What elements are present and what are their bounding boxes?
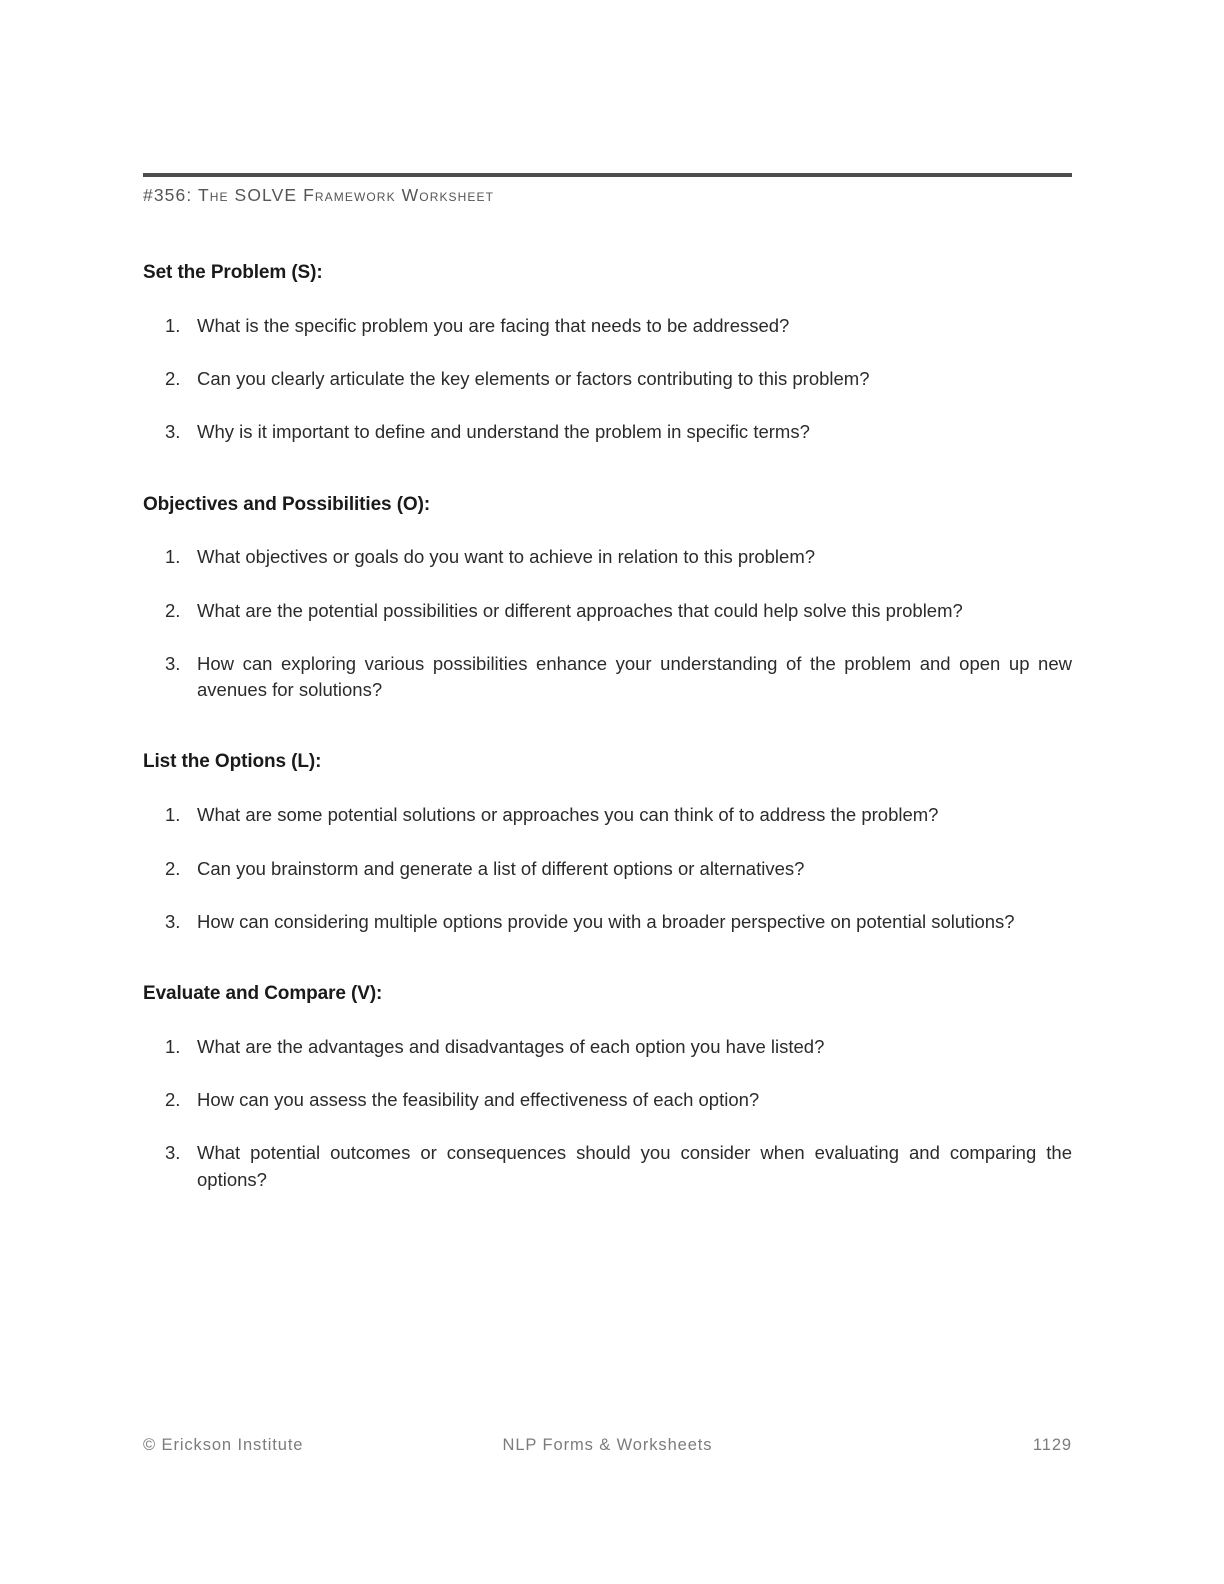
section-heading: Evaluate and Compare (V): xyxy=(143,983,383,1005)
header-rule xyxy=(143,173,1072,177)
question-number: 2. xyxy=(165,368,181,390)
question-item xyxy=(143,598,1072,624)
question-text: What are the advantages and disadvantages of each option you have listed? xyxy=(197,1035,825,1057)
question-text: Why is it important to define and understand the problem in specific terms? xyxy=(197,421,810,443)
section-heading: Objectives and Possibilities (O): xyxy=(143,493,431,515)
section-heading: Set the Problem (S): xyxy=(143,262,323,283)
question-item xyxy=(143,651,1072,704)
question-text: What potential outcomes or consequences should you consider when evaluating and comparing the options? xyxy=(197,1142,1072,1190)
question-item xyxy=(143,313,1072,339)
question-number: 2. xyxy=(165,599,181,621)
page-header-title: #356: The SOLVE Framework Worksheet xyxy=(143,185,495,205)
question-text: How can considering multiple options provide you with a broader perspective on potential solutions? xyxy=(197,910,1015,932)
footer-page-number: 1129 xyxy=(1032,1436,1072,1454)
question-number: 2. xyxy=(165,1089,181,1111)
question-number: 3. xyxy=(165,910,181,932)
question-number: 3. xyxy=(165,421,181,443)
question-item xyxy=(143,1140,1072,1193)
section-heading: List the Options (L): xyxy=(143,751,322,773)
worksheet-section xyxy=(143,262,1072,446)
question-list xyxy=(143,313,1072,446)
question-list xyxy=(143,544,1072,703)
question-list xyxy=(143,802,1072,935)
question-item xyxy=(143,419,1072,445)
question-text: Can you brainstorm and generate a list of different options or alternatives? xyxy=(197,857,805,879)
question-text: What is the specific problem you are facing that needs to be addressed? xyxy=(197,314,790,336)
question-item xyxy=(143,802,1072,828)
footer-title: NLP Forms & Worksheets xyxy=(502,1436,713,1454)
question-list xyxy=(143,1034,1072,1193)
question-number: 1. xyxy=(165,804,181,826)
question-number: 3. xyxy=(165,1142,181,1164)
question-item xyxy=(143,366,1072,392)
question-item xyxy=(143,1087,1072,1113)
footer-copyright: © Erickson Institute xyxy=(143,1436,304,1454)
question-item xyxy=(143,909,1072,935)
question-text: What are the potential possibilities or different approaches that could help solve this problem? xyxy=(197,599,963,621)
worksheet-section xyxy=(143,494,1072,704)
worksheet-section xyxy=(143,751,1072,935)
question-item xyxy=(143,544,1072,570)
question-item xyxy=(143,1034,1072,1060)
question-text: Can you clearly articulate the key elements or factors contributing to this problem? xyxy=(197,368,870,390)
question-number: 3. xyxy=(165,652,181,674)
question-text: How can you assess the feasibility and effectiveness of each option? xyxy=(197,1089,760,1111)
question-number: 1. xyxy=(165,546,181,568)
question-text: How can exploring various possibilities enhance your understanding of the problem and open up new avenues for solutions? xyxy=(197,652,1072,701)
question-text: What are some potential solutions or approaches you can think of to address the problem? xyxy=(197,804,939,826)
worksheet-section xyxy=(143,983,1072,1193)
question-number: 1. xyxy=(165,314,181,336)
question-text: What objectives or goals do you want to achieve in relation to this problem? xyxy=(197,546,816,568)
question-number: 1. xyxy=(165,1035,181,1057)
question-number: 2. xyxy=(165,857,181,879)
worksheet-sections xyxy=(143,262,1072,1193)
page-footer xyxy=(143,1436,1072,1460)
question-item xyxy=(143,856,1072,882)
